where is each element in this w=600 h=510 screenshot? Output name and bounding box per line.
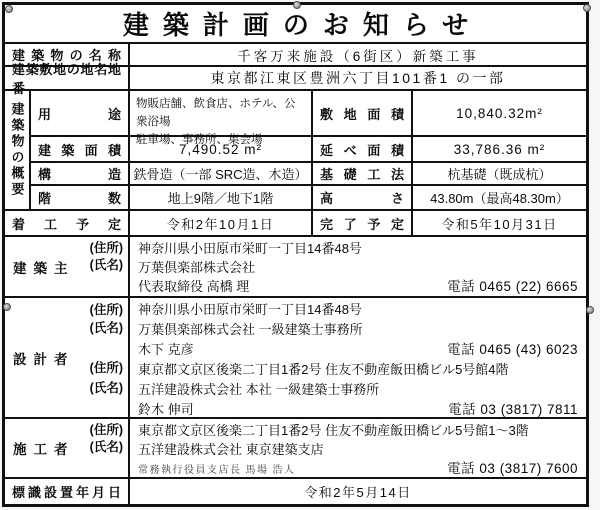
screw-icon [5,5,13,13]
total-area-value: 33,786.36 m² [453,141,546,157]
site-area-value: 10,840.32m² [456,105,543,121]
building-overview-section [5,91,586,211]
building-area-row [31,137,586,163]
owner-address: 神奈川県小田原市栄町一丁目14番48号 [138,241,362,256]
designer1-address: 神奈川県小田原市栄町一丁目14番48号 [138,302,362,317]
designer2-phone: 電話 03 (3817) 7811 [448,402,578,417]
owner-phone: 電話 0465 (22) 6665 [447,279,578,294]
foundation-value: 杭基礎（既成杭） [447,167,552,182]
designer-addr-paren-label-1: (住所) [89,303,123,317]
screw-icon [293,1,301,9]
start-date-value: 令和2年10月1日 [130,211,313,235]
page-title: 建築計画のお知らせ [122,10,483,40]
owner-addr-paren-label: (住所) [89,241,123,255]
sign-date-row [5,479,586,504]
floors-row [31,186,586,209]
owner-label-cell [5,237,130,296]
owner-section [5,237,586,298]
designer-details [130,298,586,417]
screw-icon [3,303,11,311]
building-name-label: 建築物の名称 [5,44,130,65]
contractor-details [130,419,586,477]
floors-label: 階数 [31,186,130,209]
structure-label: 構造 [31,163,130,184]
building-area-label: 建築面積 [31,137,130,161]
contractor-person-line [138,459,578,478]
contractor-role-label: 施工者 [13,442,75,457]
total-area-label: 延べ面積 [313,137,413,161]
title-row [5,5,586,44]
designer1-company: 万葉倶楽部株式会社 一級建築士事務所 [138,322,363,337]
structure-row [31,163,586,186]
usage-row [31,91,586,146]
end-date-value: 令和5年10月31日 [441,216,558,232]
designer-role-label: 設計者 [13,351,75,367]
screw-icon [583,4,591,12]
height-label: 高さ [313,186,413,209]
site-address-value: 東京都江東区豊洲六丁目101番1 の一部 [210,70,506,86]
designer-name-paren-label-2: (氏名) [89,381,123,395]
contractor-phone: 電話 03 (3817) 7600 [447,461,578,476]
designer-addr-paren-label-2: (住所) [89,361,123,375]
height-value: 43.80m（最高48.30m） [430,191,569,206]
designer2-address: 東京都文京区後楽二丁目1番2号 住友不動産飯田橋ビル5号館4階 [138,362,509,377]
foundation-label: 基礎工法 [313,163,413,184]
owner-person-line [138,277,578,296]
structure-value: 鉄骨造（一部 SRC造、木造） [130,163,313,184]
sign-date-label: 標識設置年月日 [5,479,130,504]
designer-label-cell [5,298,130,417]
site-address-row [5,62,586,96]
overview-grid [31,91,586,209]
screw-icon [586,306,594,314]
schedule-row [5,211,586,237]
designer-section [5,298,586,419]
contractor-name-paren-label: (氏名) [89,440,123,454]
owner-details [130,237,586,296]
owner-person: 代表取締役 高橋 理 [138,279,250,294]
contractor-section [5,419,586,479]
designer1-phone: 電話 0465 (43) 6023 [447,342,578,357]
contractor-label-cell [5,419,130,477]
contractor-addr-paren-label: (住所) [89,423,123,437]
floors-value: 地上9階／地下1階 [130,186,313,209]
designer1-person-line [138,340,578,360]
site-address-label: 建築敷地の地名地番 [5,67,130,89]
designer1-person: 木下 克彦 [138,342,194,357]
designer2-person: 鈴木 伸司 [138,402,194,417]
contractor-company: 五洋建設株式会社 東京建築支店 [138,442,324,457]
usage-value: 物販店舗、飲食店、ホテル、公衆浴場 駐車場、事務所、集会場 [130,91,313,135]
building-area-value: 7,490.52 m² [130,137,313,161]
site-area-label: 敷地面積 [313,91,413,135]
owner-role-label: 建築主 [13,260,75,276]
sign-date-value: 令和2年5月14日 [304,485,412,500]
designer2-company: 五洋建設株式会社 本社 一級建築士事務所 [138,382,380,397]
end-date-label: 完了予定 [313,211,413,235]
usage-label: 用途 [31,91,130,135]
designer-name-paren-label-1: (氏名) [89,321,123,335]
contractor-address: 東京都文京区後楽二丁目1番2号 住友不動産飯田橋ビル5号館1～3階 [138,423,529,438]
owner-name-paren-label: (氏名) [89,258,123,272]
construction-notice-board [2,2,589,507]
contractor-person: 常務執行役員支店長 馬場 浩人 [138,465,296,476]
designer2-person-line [138,400,578,420]
overview-side-label: 建築物の概要 [5,91,31,209]
owner-company: 万葉倶楽部株式会社 [138,260,256,275]
building-name-value: 千客万来施設（6街区）新築工事 [237,48,479,64]
start-date-label: 着工予定 [5,211,130,235]
